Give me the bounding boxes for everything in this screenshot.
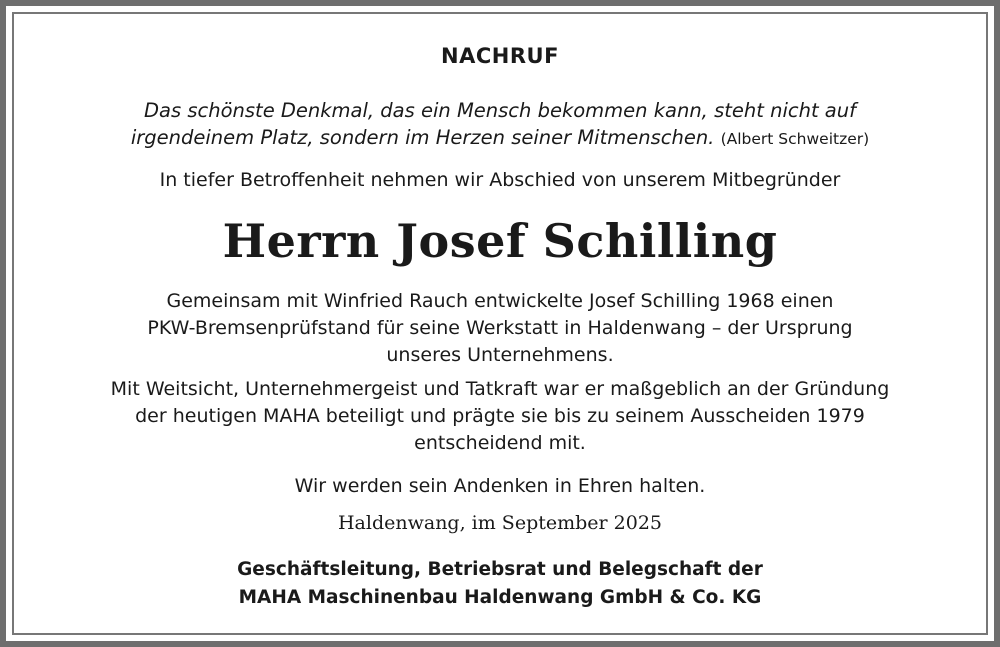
quote-author: (Albert Schweitzer): [720, 130, 870, 148]
notice-heading: NACHRUF: [441, 44, 559, 68]
quote-line-1: Das schönste Denkmal, das ein Mensch bekommen kann, steht nicht auf: [144, 99, 856, 122]
signature-line-1: Geschäftsleitung, Betriebsrat und Belegschaft der: [237, 559, 763, 580]
deceased-name: Herrn Josef Schilling: [222, 214, 778, 268]
paragraph-1-line-2: PKW-Bremsenprüfstand für seine Werkstatt in Haldenwang – der Ursprung: [147, 317, 853, 339]
paragraph-1-line-3: unseres Unternehmens.: [386, 344, 614, 366]
paragraph-2-line-1: Mit Weitsicht, Unternehmergeist und Tatkraft war er maßgeblich an der Gründung: [110, 378, 890, 400]
intro-text: In tiefer Betroffenheit nehmen wir Abschied von unserem Mitbegründer: [159, 169, 841, 191]
quote-line-2-container: [14, 126, 986, 149]
closing-text: Wir werden sein Andenken in Ehren halten.: [294, 475, 706, 497]
paragraph-2-line-2: der heutigen MAHA beteiligt und prägte sie bis zu seinem Ausscheiden 1979: [135, 405, 865, 427]
signature-line-2: MAHA Maschinenbau Haldenwang GmbH & Co. KG: [238, 587, 762, 608]
quote-line-2: irgendeinem Platz, sondern im Herzen seiner Mitmenschen.: [130, 126, 715, 149]
paragraph-2-line-3: entscheidend mit.: [414, 432, 586, 454]
place-date: Haldenwang, im September 2025: [337, 512, 663, 534]
paragraph-1-line-1: Gemeinsam mit Winfried Rauch entwickelte Josef Schilling 1968 einen: [166, 290, 834, 312]
